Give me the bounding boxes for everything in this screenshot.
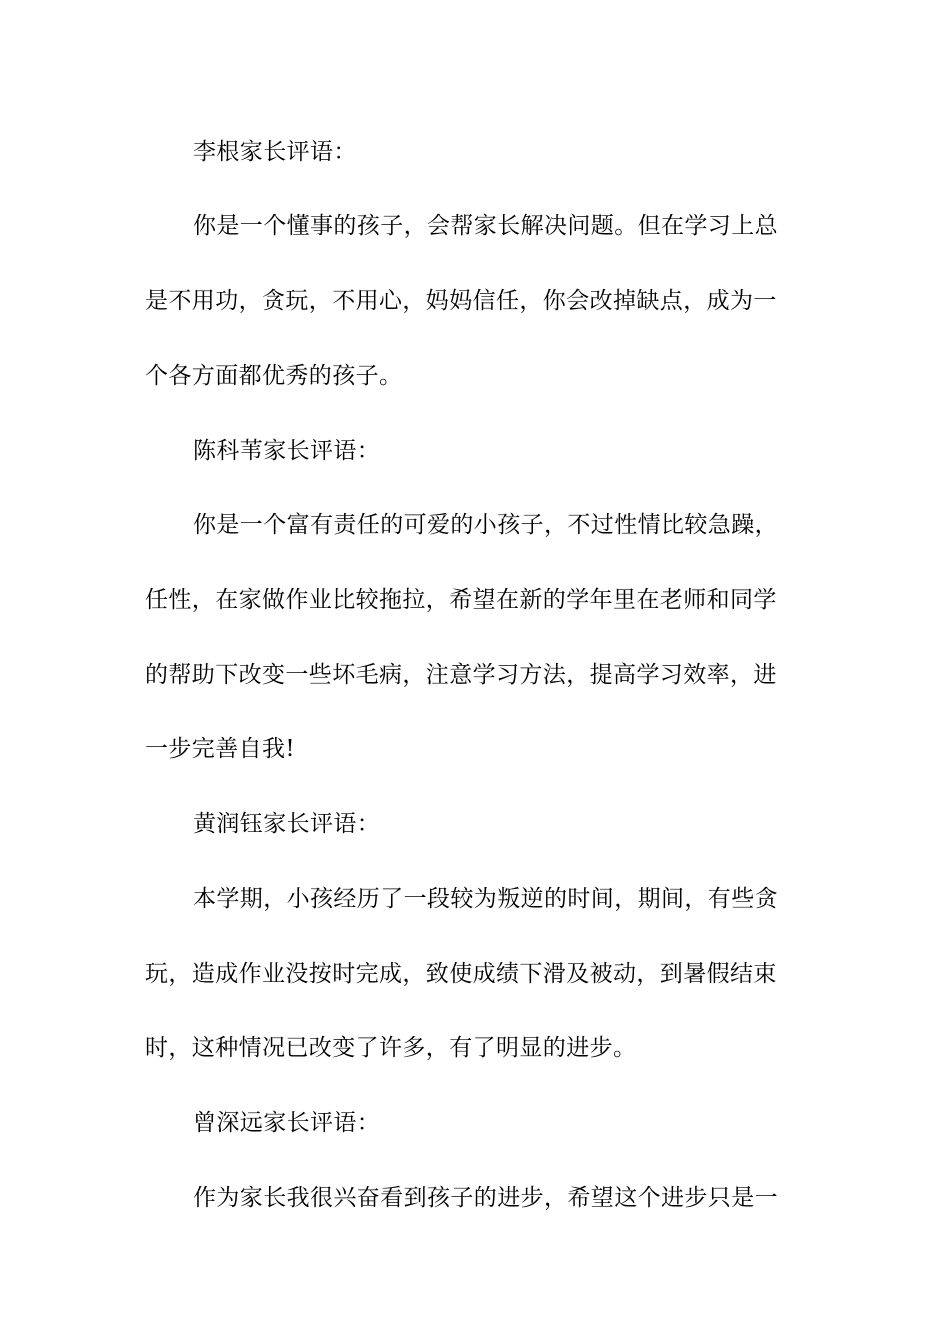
heading-huang-run-yu: 黄润钰家长评语： <box>193 811 381 837</box>
comment-chen-ke-wei-line-2: 任性，在家做作业比较拖拉，希望在新的学年里在老师和同学 <box>145 587 777 613</box>
comment-huang-run-yu-line-3: 时，这种情况已改变了许多，有了明显的进步。 <box>145 1035 637 1061</box>
comment-chen-ke-wei-line-4: 一步完善自我! <box>145 736 296 762</box>
comment-li-gen-line-2: 是不用功，贪玩，不用心，妈妈信任，你会改掉缺点，成为一 <box>145 288 777 314</box>
comment-chen-ke-wei-line-1: 你是一个富有责任的可爱的小孩子，不过性情比较急躁， <box>193 512 778 538</box>
comment-huang-run-yu-line-1: 本学期，小孩经历了一段较为叛逆的时间，期间，有些贪 <box>193 886 778 912</box>
comment-chen-ke-wei-line-3: 的帮助下改变一些坏毛病，注意学习方法，提高学习效率，进 <box>145 662 777 688</box>
heading-zeng-shen-yuan: 曾深远家长评语： <box>193 1110 381 1136</box>
heading-li-gen: 李根家长评语： <box>193 139 357 165</box>
comment-huang-run-yu-line-2: 玩，造成作业没按时完成，致使成绩下滑及被动，到暑假结束 <box>145 961 777 987</box>
comment-li-gen-line-3: 个各方面都优秀的孩子。 <box>145 363 403 389</box>
comment-zeng-shen-yuan-line-1: 作为家长我很兴奋看到孩子的进步，希望这个进步只是一 <box>193 1185 778 1211</box>
comment-li-gen-line-1: 你是一个懂事的孩子，会帮家长解决问题。但在学习上总 <box>193 213 778 239</box>
heading-chen-ke-wei: 陈科苇家长评语： <box>193 438 381 464</box>
